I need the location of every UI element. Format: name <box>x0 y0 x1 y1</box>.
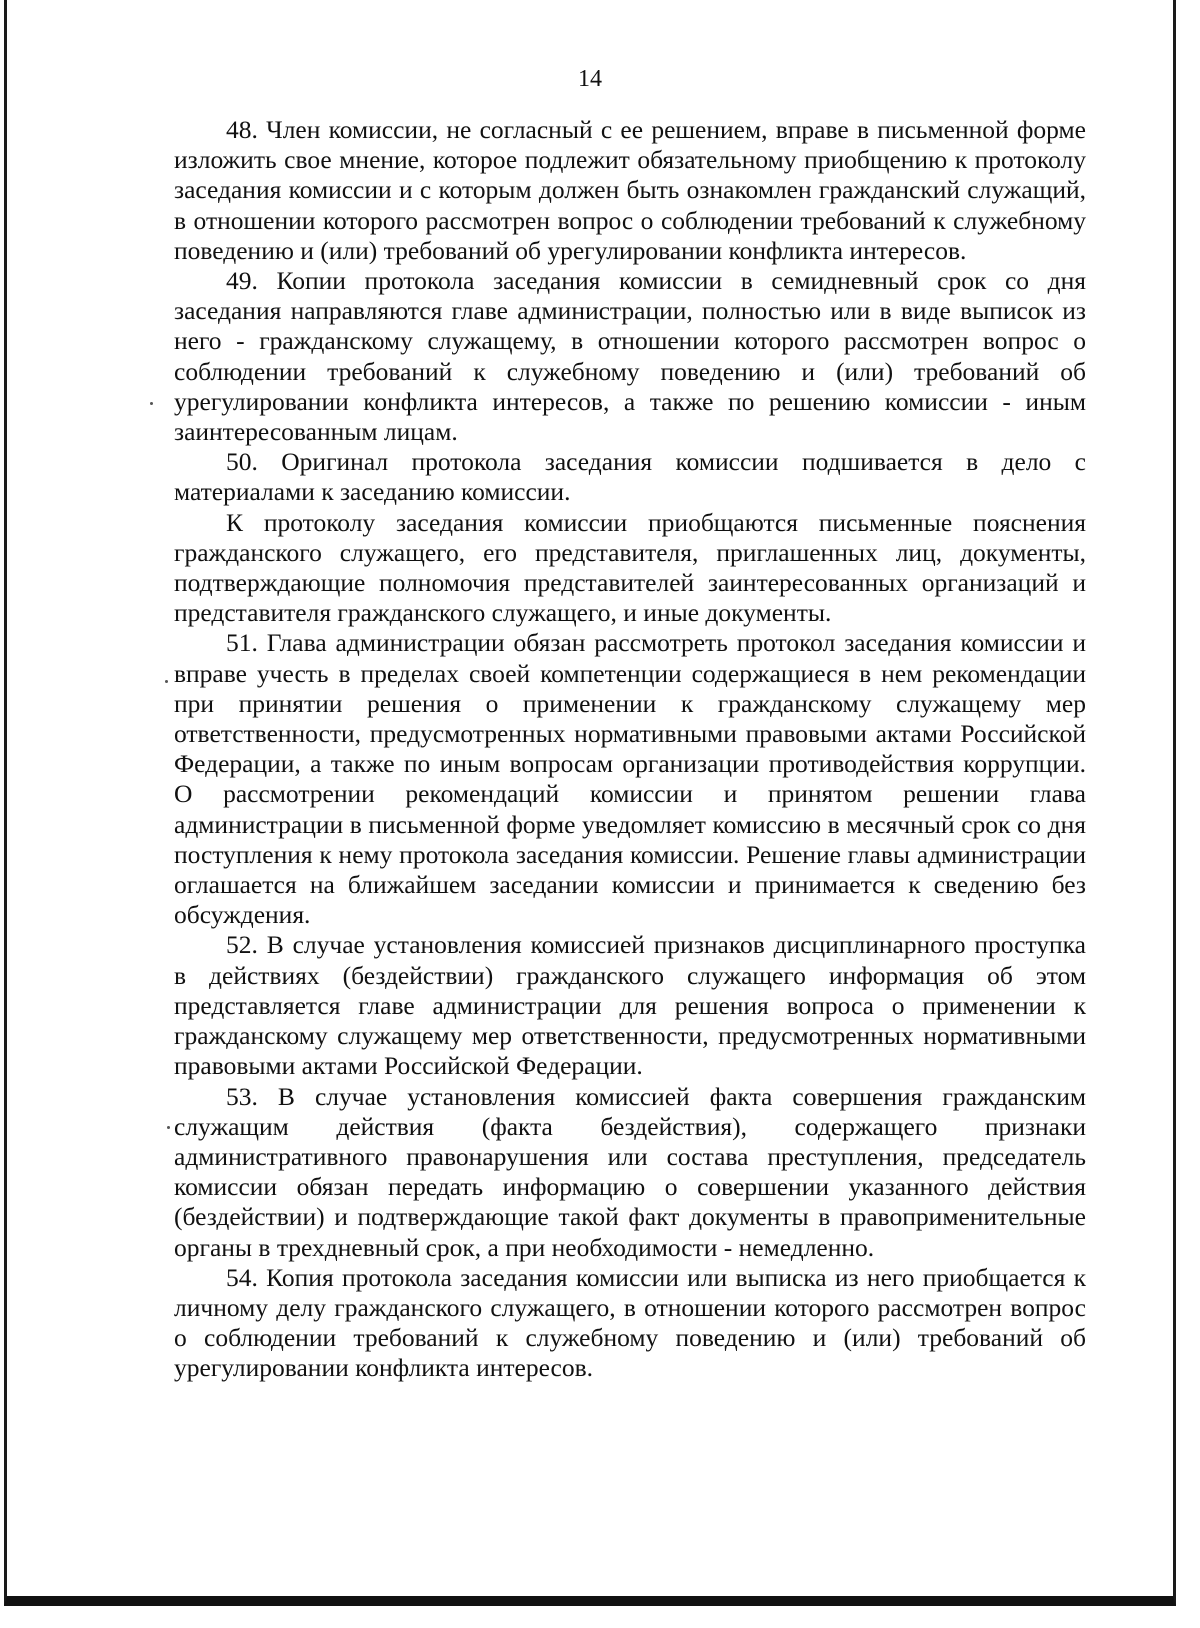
scan-speck <box>165 680 168 683</box>
paragraph-52: 52. В случае установления комиссией признаков дисциплинарного проступка в действиях (бездействии) гражданского служащего информация об этом представляется главе администрации для решения вопроса о применении к гражданскому служащему мер ответственности, предусмотренных нормативными правовыми актами Российской Федерации. <box>174 930 1086 1081</box>
paragraph-50-continuation: К протоколу заседания комиссии приобщаются письменные пояснения гражданского служащего, его представителя, приглашенных лиц, документы, подтверждающие полномочия представителей заинтересованных организаций и представителя гражданского служащего, и иные документы. <box>174 507 1086 628</box>
document-page <box>4 0 1176 1606</box>
paragraph-49: 49. Копии протокола заседания комиссии в семидневный срок со дня заседания направляются главе администрации, полностью или в виде выписок из него - гражданскому служащему, в отношении которого рассмотрен вопрос о соблюдении требований к служебному поведению и (или) требований об урегулировании конфликта интересов, а также по решению комиссии - иным заинтересованным лицам. <box>174 266 1086 447</box>
paragraph-50: 50. Оригинал протокола заседания комиссии подшивается в дело с материалами к заседанию комиссии. <box>174 447 1086 507</box>
scan-speck <box>150 402 153 405</box>
paragraph-54: 54. Копия протокола заседания комиссии или выписка из него приобщается к личному делу гражданского служащего, в отношении которого рассмотрен вопрос о соблюдении требований к служебному поведению и (или) требований об урегулировании конфликта интересов. <box>174 1262 1086 1383</box>
page-number: 14 <box>578 66 602 92</box>
paragraph-48: 48. Член комиссии, не согласный с ее решением, вправе в письменной форме изложить свое мнение, которое подлежит обязательному приобщению к протоколу заседания комиссии и с которым должен быть ознакомлен гражданский служащий, в отношении которого рассмотрен вопрос о соблюдении требований к служебному поведению и (или) требований об урегулировании конфликта интересов. <box>174 115 1086 265</box>
scan-speck <box>167 1126 170 1129</box>
paragraph-51: 51. Глава администрации обязан рассмотреть протокол заседания комиссии и вправе учесть в пределах своей компетенции содержащиеся в нем рекомендации при принятии решения о применении к гражданскому служащему мер ответственности, предусмотренных нормативными правовыми актами Российской Федерации, а также по иным вопросам организации противодействия коррупции. О рассмотрении рекомендаций комиссии и принятом решении глава администрации в письменной форме уведомляет комиссию в месячный срок со дня поступления к нему протокола заседания комиссии. Решение главы администрации оглашается на ближайшем заседании комиссии и принимается к сведению без обсуждения. <box>174 628 1086 930</box>
paragraph-53: 53. В случае установления комиссией факта совершения гражданским служащим действия (факта бездействия), содержащего признаки административного правонарушения или состава преступления, председатель комиссии обязан передать информацию о совершении указанного действия (бездействии) и подтверждающие такой факт документы в правоприменительные органы в трехдневный срок, а при необходимости - немедленно. <box>174 1081 1086 1262</box>
document-body <box>174 115 1086 1384</box>
